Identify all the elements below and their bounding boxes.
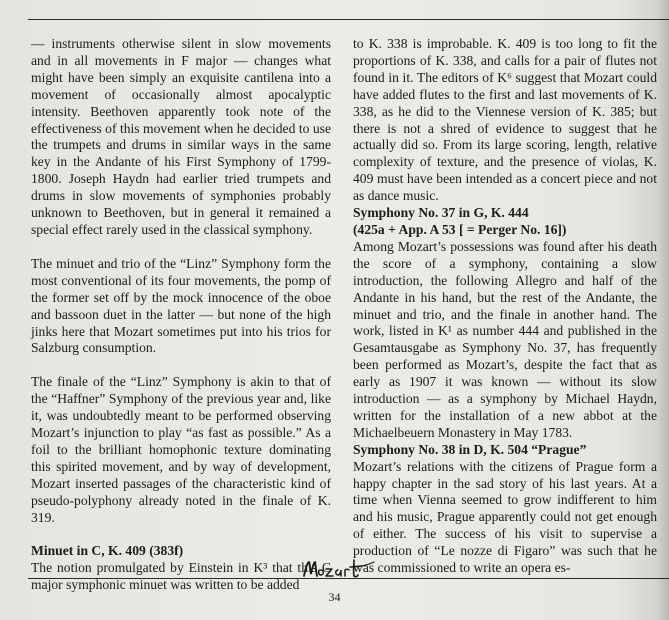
mozart-signature-logo [300, 556, 378, 582]
right-paragraph-1: to K. 338 is improbable. K. 409 is too long to fit the proportions of K. 338, and calls for a pair of flutes not found in it. The editors of K⁶ suggest that Mozart could have added flutes to the first and last movements of K. 338, as he did to the Viennese version of K. 385; but there is not a shred of evidence to suggest that he actually did so. From its large scoring, length, relative complexity of texture, and the presence of violas, K. 409 must have been intended as a concert piece and not as dance music. [353, 36, 657, 204]
right-paragraph-3: Mozart’s relations with the citizens of Prague form a happy chapter in the sad story of his last years. At a time when Vienna seemed to grow indifferent to him and his music, Prague apparently could not get enough of either. The success of his visit to supervise a production of “Le nozze di Figaro” was such that he was commissioned to write an opera es- [353, 458, 657, 576]
heading-symphony-38: Symphony No. 38 in D, K. 504 “Prague” [353, 441, 587, 457]
left-paragraph-4: The notion promulgated by Einstein in K³ that this C major symphonic minuet was written to be added [31, 560, 331, 593]
heading-minuet-k409: Minuet in C, K. 409 (383f) [31, 543, 184, 559]
left-paragraph-2: The minuet and trio of the “Linz” Symphony form the most conventional of its four movements, the pomp of the former set off by the mock innocence of the oboe and bassoon duet in the latter — but none of the high jinks here that Mozart sometimes put into his trios for Salzburg consumption. [31, 255, 331, 356]
top-rule [28, 19, 669, 20]
heading-symphony-37-catalog: (425a + App. A 53 [ = Perger No. 16]) [353, 221, 567, 237]
left-paragraph-3: The finale of the “Linz” Symphony is akin to that of the “Haffner” Symphony of the previous year and, like it, was undoubtedly meant to be performed observing Mozart’s injunction to play “as fast as possible.” As a foil to the brilliant homophonic texture dominating this spirited movement, and by way of development, Mozart inserted passages of the characteristic kind of pseudo-polyphony already noted in the finale of K. 319. [31, 374, 331, 525]
left-column [31, 36, 331, 594]
heading-symphony-37: Symphony No. 37 in G, K. 444 [353, 205, 529, 221]
book-spine-shadow [657, 0, 669, 620]
right-column [353, 36, 657, 577]
left-paragraph-1: — instruments otherwise silent in slow movements and in all movements in F major — changes what might have been simply an exquisite cantilena into a movement of occasionally almost apocalyptic intensity. Beethoven apparently took note of the effectiveness of this movement when he decided to use the trumpets and drums in similar ways in the same key in the Andante of his First Symphony of 1799-1800. Joseph Haydn had earlier tried trumpets and drums in slow movements of symphonies probably unknown to Beethoven, but in general it remained a special effect rarely used in the classical symphony. [31, 36, 331, 237]
right-paragraph-2: Among Mozart’s possessions was found after his death the score of a symphony, containing a slow introduction, the following Allegro and half of the Andante in his hand, but the rest of the Andante, the minuet and trio, and the finale in another hand. The work, listed in K¹ as number 444 and published in the Gesamtausgabe as Symphony No. 37, has frequently been performed as Mozart’s, despite the fact that as early as 1907 it was known — without its slow introduction — as a symphony by Michael Haydn, written for the installation of a new abbot at the Michaelbeuern Monastery in May 1783. [353, 238, 657, 440]
page-number: 34 [328, 590, 341, 604]
